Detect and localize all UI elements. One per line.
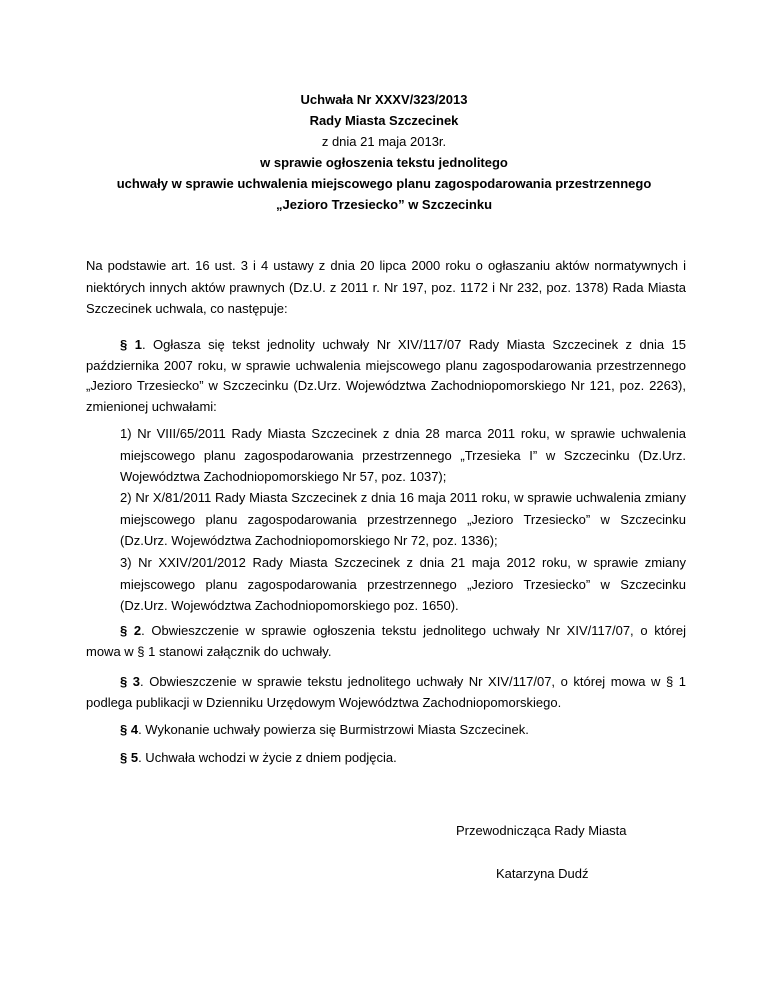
section-4-label: § 4 bbox=[120, 722, 139, 737]
amendment-item-1: 1) Nr VIII/65/2011 Rady Miasta Szczecinek z dnia 28 marca 2011 roku, w sprawie uchwalenia miejscowego planu zagospodarowania przestrzennego „Trzesieka I” w Szczecinku (Dz.Urz. Województwa Zachodniopomorskiego Nr 57, poz. 1037); bbox=[120, 426, 686, 484]
section-5 bbox=[86, 748, 686, 769]
section-5-label: § 5 bbox=[120, 750, 139, 765]
legal-basis-paragraph: Na podstawie art. 16 ust. 3 i 4 ustawy z dnia 20 lipca 2000 roku o ogłaszaniu aktów normatywnych i niektórych innych aktów prawnych (Dz.U. z 2011 r. Nr 197, poz. 1172 i Nr 232, poz. 1378) Rada Miasta Szczecinek uchwala, co następuje: bbox=[86, 258, 686, 316]
section-5-text: . Uchwała wchodzi w życie z dniem podjęcia. bbox=[138, 750, 397, 765]
section-3-text: . Obwieszczenie w sprawie tekstu jednolitego uchwały Nr XIV/117/07, o której mowa w § 1 podlega publikacji w Dzienniku Urzędowym Województwa Zachodniopomorskiego. bbox=[86, 674, 686, 710]
section-1-label: § 1 bbox=[120, 337, 142, 352]
signatory-name: Katarzyna Dudź bbox=[496, 866, 589, 881]
amendment-item-2: 2) Nr X/81/2011 Rady Miasta Szczecinek z dnia 16 maja 2011 roku, w sprawie uchwalenia zmiany miejscowego planu zagospodarowania przestrzennego „Jezioro Trzesiecko” w Szczecinku (Dz.Urz. Województwa Zachodniopomorskiego Nr 72, poz. 1336); bbox=[120, 490, 686, 548]
section-2 bbox=[86, 621, 686, 662]
section-4 bbox=[86, 720, 686, 741]
section-2-text: . Obwieszczenie w sprawie ogłoszenia tekstu jednolitego uchwały Nr XIV/117/07, o której mowa w § 1 stanowi załącznik do uchwały. bbox=[86, 623, 686, 659]
resolution-subject-line-3: „Jezioro Trzesiecko” w Szczecinku bbox=[275, 197, 493, 212]
amendment-item-3: 3) Nr XXIV/201/2012 Rady Miasta Szczecinek z dnia 21 maja 2012 roku, w sprawie zmiany miejscowego planu zagospodarowania przestrzennego „Jezioro Trzesiecko” w Szczecinku (Dz.Urz. Województwa Zachodniopomorskiego poz. 1650). bbox=[120, 555, 686, 613]
section-4-text: . Wykonanie uchwały powierza się Burmistrzowi Miasta Szczecinek. bbox=[138, 722, 529, 737]
section-2-label: § 2 bbox=[120, 623, 142, 638]
resolution-subject-line-2: uchwały w sprawie uchwalenia miejscowego planu zagospodarowania przestrzennego bbox=[116, 176, 652, 191]
resolution-number: Uchwała Nr XXXV/323/2013 bbox=[300, 92, 468, 107]
resolution-date: z dnia 21 maja 2013r. bbox=[321, 134, 447, 149]
resolution-header bbox=[0, 89, 768, 215]
section-1-text: . Ogłasza się tekst jednolity uchwały Nr XIV/117/07 Rady Miasta Szczecinek z dnia 15 października 2007 roku, w sprawie uchwalenia miejscowego planu zagospodarowania przestrzennego „Jezioro Trzesiecko” w Szczecinku (Dz.Urz. Województwa Zachodniopomorskiego Nr 121, poz. 2263), zmienionej uchwałami: bbox=[86, 337, 687, 414]
council-name: Rady Miasta Szczecinek bbox=[309, 113, 459, 128]
section-3-label: § 3 bbox=[120, 674, 141, 689]
section-1 bbox=[86, 335, 686, 417]
resolution-subject-line-1: w sprawie ogłoszenia tekstu jednolitego bbox=[260, 155, 508, 170]
signatory-title: Przewodnicząca Rady Miasta bbox=[456, 823, 627, 838]
section-3 bbox=[86, 672, 686, 713]
